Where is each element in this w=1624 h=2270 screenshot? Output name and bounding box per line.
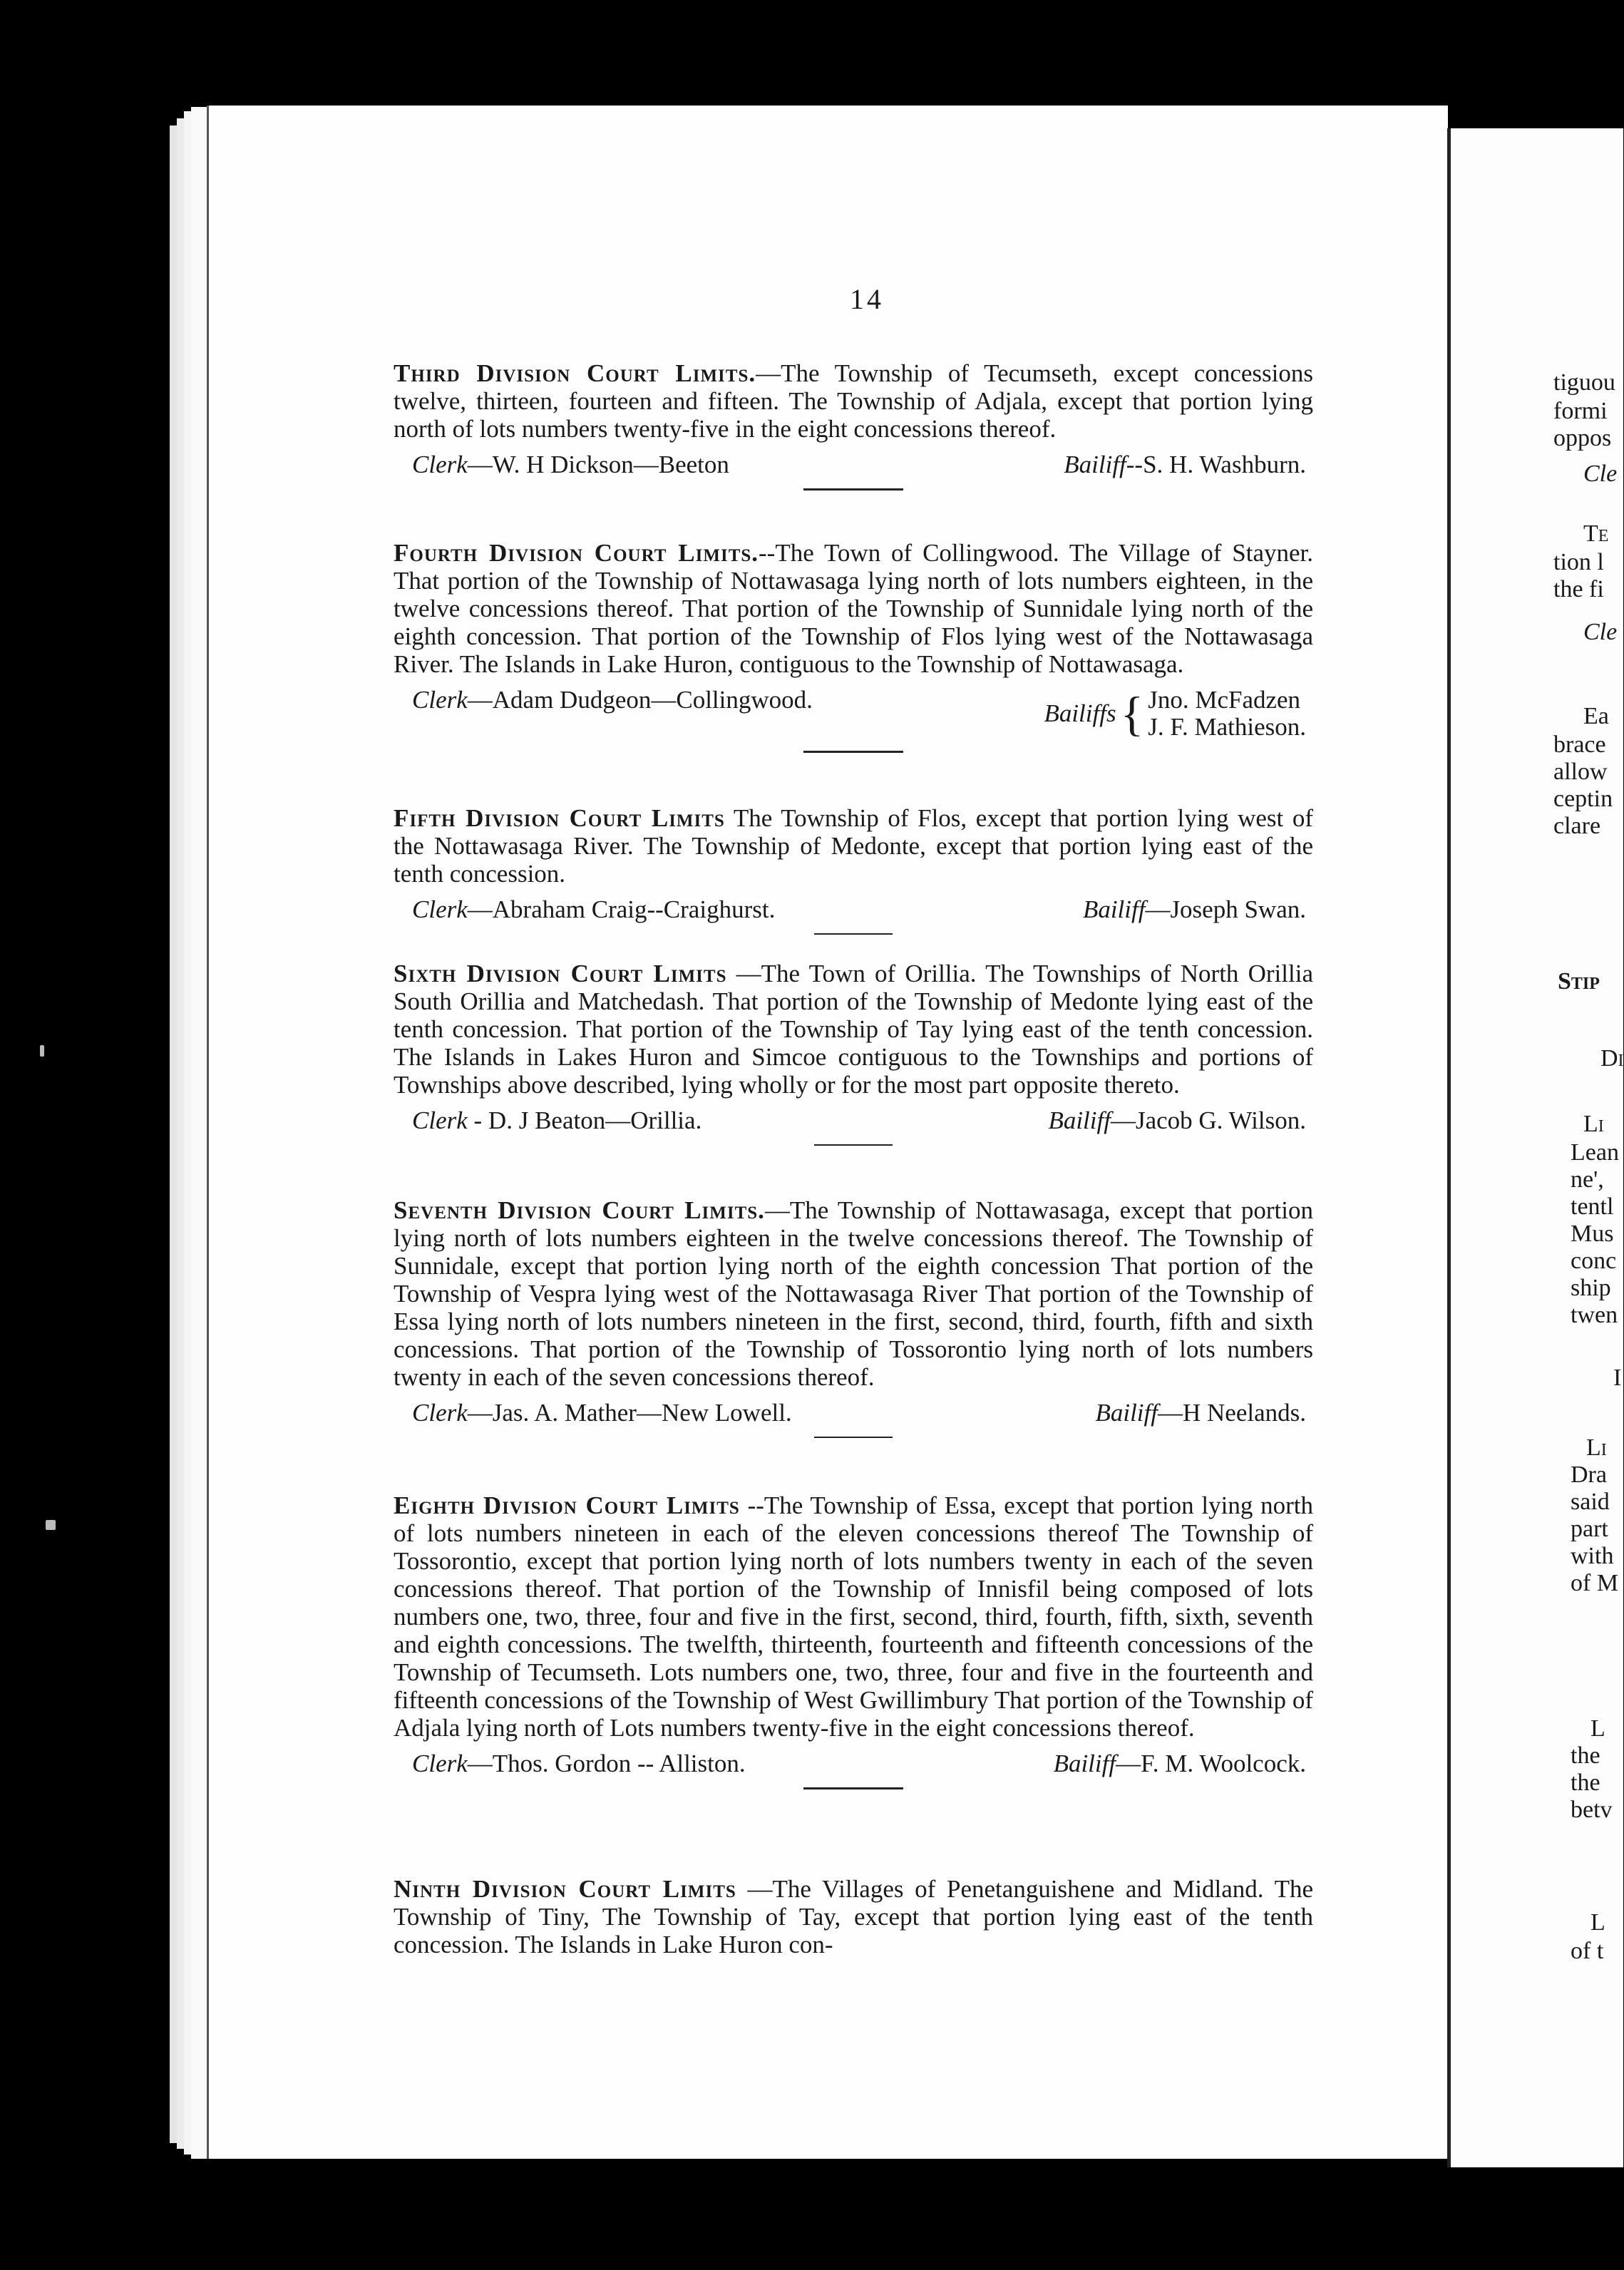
bailiffs-label: Bailiffs (1044, 699, 1116, 727)
right-page-fragment: L (1590, 1715, 1605, 1742)
clerk-entry (412, 896, 775, 923)
section-heading: Third Division Court Limits. (394, 359, 756, 387)
third-division-section (394, 359, 1313, 491)
right-page-fragment: Lean (1571, 1139, 1619, 1166)
brace-glyph: { (1120, 687, 1144, 741)
section-heading: Fourth Division Court Limits. (394, 539, 759, 567)
seventh-division-section (394, 1196, 1313, 1438)
right-page-fragment: Te (1583, 520, 1609, 547)
right-page-fragment: ship (1571, 1275, 1611, 1301)
right-page-fragment: oppos (1553, 425, 1612, 451)
section-heading: Fifth Division Court Limits (394, 804, 725, 832)
bailiffs-entry (1044, 687, 1306, 741)
clerk-label: Clerk (412, 1750, 468, 1777)
clerk-label: Clerk (412, 451, 468, 478)
right-page-fragment: Li (1586, 1434, 1607, 1461)
officers-line (394, 1107, 1313, 1134)
bailiff-entry (1083, 896, 1306, 923)
right-page-fragment: part (1571, 1516, 1608, 1542)
right-page-fragment: Cle (1583, 619, 1618, 645)
bailiff-name: J. F. Mathieson. (1148, 713, 1306, 741)
officers-line (394, 1750, 1313, 1777)
bailiff-entry (1095, 1400, 1306, 1427)
right-page-fragment: tentl (1571, 1193, 1614, 1220)
bailiff-label: Bailiff (1082, 895, 1146, 923)
bailiff-entry (1048, 1107, 1306, 1134)
right-page-fragment: ceptin (1553, 786, 1613, 812)
clerk-entry (412, 1400, 792, 1427)
clerk-label: Clerk (412, 686, 468, 714)
right-page-fragment: with (1571, 1543, 1614, 1569)
clerk-name: —Thos. Gordon -- Alliston. (467, 1750, 746, 1777)
officers-line (394, 1400, 1313, 1427)
section-paragraph (394, 1491, 1313, 1742)
right-page-fragment: Stip (1558, 968, 1600, 995)
right-page-fragment: Ea (1583, 703, 1609, 729)
section-body: —The Township of Nottawasaga, except that portion lying north of lots numbers eighteen in the twelve concessions thereof. The Township of Sunnidale, except that portion lying north of the eighth concession That portion of the Township of Vespra lying west of the Nottawasaga River That portion of the Township of Essa lying north of lots numbers nineteen in the first, second, third, fourth, fifth and sixth concessions. That portion of the Township of Tossorontio lying north of lots numbers twenty in each of the seven concessions thereof. (394, 1196, 1313, 1391)
fourth-division-section (394, 539, 1313, 753)
section-body: —The Township of Tecumseth, except concessions twelve, thirteen, fourteen and fifteen. The Township of Adjala, except that portion lying north of lots numbers twenty-five in the eight concessions thereof. (394, 359, 1313, 443)
right-page-fragment: brace (1553, 731, 1606, 758)
right-page (1447, 128, 1623, 2167)
section-body: The Township of Flos, except that portion lying west of the Nottawasaga River. The Township of Medonte, except that portion lying east of the tenth concession. (394, 804, 1313, 888)
officers-line (394, 451, 1313, 478)
section-heading: Eighth Division Court Limits (394, 1491, 740, 1519)
right-page-fragment: Mus (1571, 1221, 1614, 1247)
section-paragraph (394, 1875, 1313, 1958)
clerk-name: - D. J Beaton—Orillia. (467, 1106, 702, 1134)
bailiff-entry (1064, 451, 1306, 478)
section-divider (803, 751, 903, 753)
section-heading: Ninth Division Court Limits (394, 1875, 736, 1903)
right-page-fragment: formi (1553, 398, 1608, 424)
ninth-division-section (394, 1875, 1313, 1958)
scan-speck (40, 1045, 44, 1057)
bailiff-name: --S. H. Washburn. (1126, 451, 1306, 478)
bailiff-name: —F. M. Woolcock. (1116, 1750, 1306, 1777)
section-paragraph (394, 359, 1313, 443)
bailiff-label: Bailiff (1095, 1399, 1158, 1427)
section-divider (814, 1144, 893, 1146)
clerk-entry (412, 687, 813, 714)
section-divider (803, 488, 903, 491)
right-page-fragment: Di (1600, 1045, 1624, 1072)
section-heading: Seventh Division Court Limits. (394, 1196, 765, 1224)
clerk-label: Clerk (412, 1106, 468, 1134)
section-paragraph (394, 539, 1313, 678)
officers-line (394, 687, 1313, 741)
right-page-fragment: the (1571, 1742, 1600, 1769)
bailiff-label: Bailiff (1064, 451, 1126, 478)
section-heading: Sixth Division Court Limits (394, 960, 727, 987)
right-page-fragment: of M (1571, 1570, 1619, 1596)
bailiff-label: Bailiff (1048, 1106, 1111, 1134)
right-page-fragment: the (1571, 1770, 1600, 1796)
right-page-fragment: tiguou (1553, 369, 1615, 396)
section-paragraph (394, 1196, 1313, 1391)
clerk-entry (412, 1750, 746, 1777)
right-page-fragment: betv (1571, 1797, 1613, 1823)
section-body: —The Town of Orillia. The Townships of North Orillia South Orillia and Matchedash. That portion of the Township of Medonte lying east of the tenth concession. That portion of the Township of Tay lying east of the tenth concession. The Islands in Lakes Huron and Simcoe contiguous to the Townships and portions of Townships above described, lying wholly or for the most part opposite thereto. (394, 960, 1313, 1099)
page-number: 14 (850, 283, 884, 315)
clerk-entry (412, 451, 729, 478)
section-body: --The Township of Essa, except that portion lying north of lots numbers nineteen in each of the eleven concessions thereof The Township of Tossorontio, except that portion lying north of lots numbers twenty in each of the seven concessions thereof. That portion of the Township of Innisfil being composed of lots numbers one, two, three, four and five in the first, second, third, fourth, fifth, sixth, seventh and eighth concessions. The twelfth, thirteenth, fourteenth and fifteenth concessions of the Township of Tecumseth. Lots numbers one, two, three, four and five in the fourteenth and fifteenth concessions of the Township of West Gwillimbury That portion of the Township of Adjala lying north of Lots numbers twenty-five in the eight concessions thereof. (394, 1491, 1313, 1742)
right-page-fragment: clare (1553, 813, 1601, 839)
right-page-fragment: L (1590, 1909, 1605, 1936)
section-paragraph (394, 804, 1313, 888)
bailiff-name: —H Neelands. (1157, 1399, 1306, 1427)
right-page-fragment: Dra (1571, 1462, 1607, 1488)
right-page-fragment: tion l (1553, 549, 1604, 575)
bailiff-entry (1054, 1750, 1306, 1777)
clerk-name: —Abraham Craig--Craighurst. (467, 895, 776, 923)
scan-speck (46, 1520, 56, 1530)
clerk-name: —Adam Dudgeon—Collingwood. (467, 686, 813, 714)
clerk-entry (412, 1107, 701, 1134)
right-page-fragment: the fi (1553, 576, 1604, 602)
right-page-fragment: Li (1583, 1111, 1604, 1137)
clerk-label: Clerk (412, 1399, 468, 1427)
section-body: —The Villages of Penetanguishene and Midland. The Township of Tiny, The Township of Tay, except that portion lying east of the tenth concession. The Islands in Lake Huron con- (394, 1875, 1313, 1958)
clerk-name: —Jas. A. Mather—New Lowell. (467, 1399, 792, 1427)
right-page-fragment: allow (1553, 759, 1608, 785)
section-body: --The Town of Collingwood. The Village of Stayner. That portion of the Township of Nottawasaga lying north of lots numbers eighteen, in the twelve concessions thereof. That portion of the Township of Sunnidale lying north of the eighth concession. That portion of the Township of Flos lying west of the Nottawasaga River. The Islands in Lake Huron, contiguous to the Township of Nottawasaga. (394, 539, 1313, 678)
right-page-fragment: twen (1571, 1302, 1618, 1328)
right-page-fragment: conc (1571, 1248, 1617, 1274)
bailiff-name: Jno. McFadzen (1148, 686, 1301, 714)
section-divider (814, 1437, 893, 1438)
bailiff-label: Bailiff (1053, 1750, 1116, 1777)
bailiff-name: —Jacob G. Wilson. (1110, 1106, 1306, 1134)
fifth-division-section (394, 804, 1313, 935)
eighth-division-section (394, 1491, 1313, 1789)
officers-line (394, 896, 1313, 923)
right-page-fragment: of t (1571, 1938, 1604, 1964)
clerk-name: —W. H Dickson—Beeton (467, 451, 729, 478)
section-divider (803, 1787, 903, 1789)
section-paragraph (394, 960, 1313, 1099)
right-page-fragment: Cle (1583, 461, 1618, 487)
right-page-fragment: ne', (1571, 1166, 1604, 1193)
right-page-fragment: I (1613, 1365, 1622, 1391)
bailiff-name: —Joseph Swan. (1145, 895, 1306, 923)
bailiff-names (1148, 687, 1306, 741)
section-divider (814, 933, 893, 935)
sixth-division-section (394, 960, 1313, 1146)
right-page-fragment: said (1571, 1489, 1610, 1515)
clerk-label: Clerk (412, 895, 468, 923)
